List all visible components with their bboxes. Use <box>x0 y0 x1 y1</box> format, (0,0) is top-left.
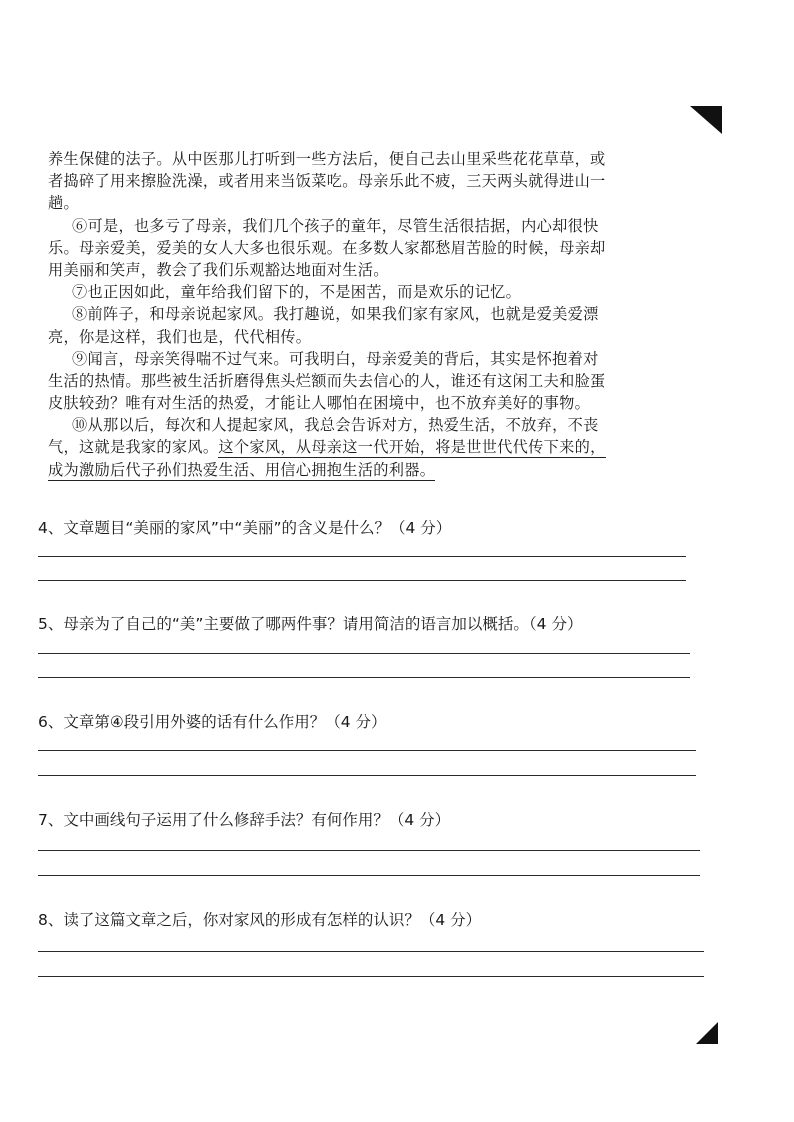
question-5: 5、母亲为了自己的“美”主要做了哪两件事？请用简洁的语言加以概括。（4 分） <box>38 615 583 633</box>
passage-line: 用美丽和笑声，教会了我们乐观豁达地面对生活。 <box>48 260 389 279</box>
answer-line[interactable] <box>38 677 690 678</box>
answer-line[interactable] <box>38 750 696 751</box>
answer-line[interactable] <box>38 775 696 776</box>
passage-line: 趟。 <box>48 194 79 213</box>
passage-paragraph-7: ⑦也正因如此，童年给我们留下的，不是困苦，而是欢乐的记忆。 <box>72 283 522 302</box>
passage-text: 气，这就是我家的家风。 <box>48 438 219 457</box>
passage-line: 养生保健的法子。从中医那儿打听到一些方法后，便自己去山里采些花花草草，或 <box>48 150 606 168</box>
passage-paragraph-9: ⑨闻言，母亲笑得喘不过气来。可我明白，母亲爱美的背后，其实是怀抱着对 <box>72 349 599 368</box>
answer-line[interactable] <box>38 580 686 581</box>
passage-line: 者捣碎了用来擦脸洗澡，或者用来当饭菜吃。母亲乐此不疲，三天两头就得进山一 <box>48 172 606 191</box>
answer-line[interactable] <box>38 556 686 557</box>
passage-paragraph-10: ⑩从那以后，每次和人提起家风，我总会告诉对方，热爱生活，不放弃，不丧 <box>72 416 599 435</box>
answer-line[interactable] <box>38 976 704 977</box>
corner-mark-top-right <box>690 106 722 134</box>
underlined-sentence: 成为激励后代子孙们热爱生活、用信心拥抱生活的利器。 <box>48 460 436 479</box>
question-8: 8、读了这篇文章之后，你对家风的形成有怎样的认识？（4 分） <box>38 911 482 929</box>
passage-paragraph-6: ⑥可是，也多亏了母亲，我们几个孩子的童年，尽管生活很拮据，内心却很快 <box>72 216 599 235</box>
passage-line: 生活的热情。那些被生活折磨得焦头烂额而失去信心的人，谁还有这闲工夫和脸蛋 <box>48 371 606 390</box>
corner-mark-bottom-right <box>696 1022 718 1044</box>
underlined-sentence: 这个家风，从母亲这一代开始，将是世世代代传下来的， <box>218 438 606 457</box>
passage-line: 乐。母亲爱美，爱美的女人大多也很乐观。在多数人家都愁眉苦脸的时候，母亲却 <box>48 238 606 257</box>
passage-line: 亮，你是这样，我们也是，代代相传。 <box>48 327 312 346</box>
passage-line <box>48 459 688 481</box>
passage-line: 皮肤较劲？唯有对生活的热爱，才能让人哪怕在困境中，也不放弃美好的事物。 <box>48 394 591 413</box>
answer-line[interactable] <box>38 850 700 851</box>
question-7: 7、文中画线句子运用了什么修辞手法？有何作用？（4 分） <box>38 811 451 829</box>
passage-line <box>48 436 688 458</box>
answer-line[interactable] <box>38 875 700 876</box>
reading-passage <box>48 148 688 481</box>
answer-line[interactable] <box>38 653 690 654</box>
answer-line[interactable] <box>38 951 704 952</box>
question-4: 4、文章题目“美丽的家风”中“美丽”的含义是什么？（4 分） <box>38 519 452 537</box>
passage-paragraph-8: ⑧前阵子，和母亲说起家风。我打趣说，如果我们家有家风，也就是爱美爱漂 <box>72 305 599 324</box>
question-6: 6、文章第④段引用外婆的话有什么作用？（4 分） <box>38 713 387 731</box>
